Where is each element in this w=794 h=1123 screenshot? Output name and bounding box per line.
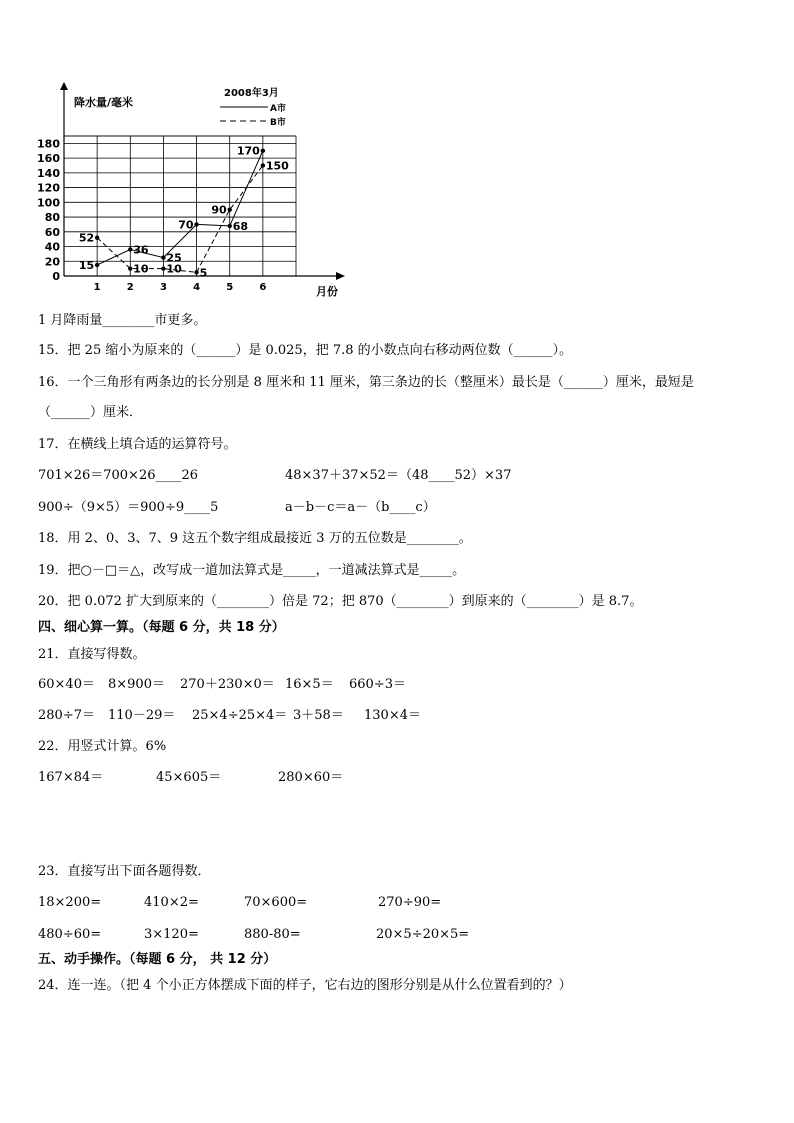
y-tick-label: 120 (37, 181, 60, 195)
data-point (95, 263, 99, 267)
x-tick-label: 2 (126, 282, 134, 293)
x-tick-label: 1 (93, 282, 101, 293)
data-point (194, 222, 198, 226)
q17-item-b2: a－b－c＝a－（b____c） (285, 500, 436, 515)
x-tick-labels (94, 282, 267, 293)
data-label: 68 (232, 219, 249, 233)
y-tick-labels (37, 137, 60, 283)
x-axis-arrow (336, 272, 345, 280)
question-16-line2: （______）厘米． (38, 405, 143, 420)
data-point (95, 235, 99, 239)
data-point (128, 266, 132, 270)
series-line-a (97, 151, 263, 265)
q22-item: 167×84＝ (38, 770, 104, 785)
question-17: 17．在横线上填合适的运算符号。 (38, 437, 237, 452)
q21-item: 8×900＝ (108, 677, 165, 692)
data-label: 70 (178, 218, 194, 232)
legend-label-a: A市 (270, 104, 286, 114)
data-point (261, 163, 265, 167)
q21-item: 130×4＝ (364, 708, 421, 723)
data-point (194, 270, 198, 274)
x-tick-label: 6 (259, 282, 267, 293)
x-tick-label: 4 (193, 282, 201, 293)
q23-item: 18×200= (38, 895, 102, 910)
q23-item: 270÷90= (378, 895, 442, 910)
question-22: 22．用竖式计算。6% (38, 739, 167, 754)
data-point (161, 266, 165, 270)
data-point (261, 149, 265, 153)
y-tick-label: 40 (44, 240, 60, 254)
data-label: 170 (236, 144, 260, 158)
y-tick-label: 0 (52, 270, 60, 283)
q21-item: 660÷3＝ (349, 677, 406, 692)
q17-item-a2: 48×37＋37×52＝（48____52）×37 (285, 468, 512, 483)
chart-axes (60, 82, 345, 280)
q21-item: 280÷7＝ (38, 708, 95, 723)
question-23: 23．直接写出下面各题得数． (38, 864, 211, 879)
q23-item: 410×2= (144, 895, 199, 910)
data-label: 90 (211, 203, 227, 217)
q21-item: 3＋58＝ (293, 708, 344, 723)
data-label: 10 (166, 262, 182, 276)
question-19: 19．把○－□＝△，改写成一道加法算式是_____，一道减法算式是_____。 (38, 563, 466, 578)
q23-item: 3×120= (144, 927, 199, 942)
q23-item: 480÷60= (38, 927, 102, 942)
y-tick-label: 80 (44, 211, 60, 225)
question-24: 24．连一连。（把 4 个小正方体摆成下面的样子，它右边的图形分别是从什么位置看到的？） (38, 978, 572, 993)
q21-item: 270＋230×0＝ (180, 677, 275, 692)
data-label: 15 (78, 258, 95, 272)
legend-label-b: B市 (270, 118, 286, 128)
question-21: 21．直接写得数。 (38, 647, 146, 662)
q22-item: 280×60＝ (278, 770, 344, 785)
q14-tail: 1 月降雨量________市更多。 (38, 313, 207, 328)
y-axis-label: 降水量/毫米 (74, 96, 134, 109)
y-tick-label: 20 (44, 255, 60, 269)
x-tick-label: 3 (159, 282, 167, 293)
data-label: 150 (265, 159, 289, 173)
question-18: 18．用 2、0、3、7、9 这五个数字组成最接近 3 万的五位数是________。 (38, 531, 472, 546)
data-label: 10 (133, 262, 149, 276)
section-4-heading: 四、细心算一算。（每题 6 分，共 18 分） (38, 620, 285, 635)
q21-item: 25×4÷25×4＝ (192, 708, 288, 723)
q21-item: 16×5＝ (285, 677, 334, 692)
y-tick-label: 160 (37, 152, 60, 166)
y-tick-label: 140 (37, 166, 60, 180)
x-tick-label: 5 (226, 282, 234, 293)
q23-item: 20×5÷20×5= (376, 927, 470, 942)
y-tick-label: 180 (37, 137, 60, 151)
q23-item: 880-80= (244, 927, 301, 942)
y-axis-arrow (60, 82, 68, 90)
q21-item: 60×40＝ (38, 677, 95, 692)
y-tick-label: 100 (37, 196, 60, 210)
question-20: 20．把 0.072 扩大到原来的（________）倍是 72；把 870（________）到原来的（________）是 8.7。 (38, 594, 643, 609)
q21-item: 110－29＝ (108, 708, 176, 723)
data-label: 5 (199, 266, 208, 280)
data-point (228, 207, 232, 211)
q23-item: 70×600= (244, 895, 308, 910)
question-16-line1: 16．一个三角形有两条边的长分别是 8 厘米和 11 厘米，第三条边的长（整厘米）最长是（______）厘米，最短是 (38, 375, 694, 390)
chart-title: 2008年3月 (224, 88, 279, 99)
q17-item-a1: 701×26＝700×26____26 (38, 468, 199, 483)
x-axis-label: 月份 (316, 285, 338, 298)
data-label: 52 (78, 231, 95, 245)
section-5-heading: 五、动手操作。（每题 6 分， 共 12 分） (38, 952, 277, 967)
y-tick-label: 60 (44, 225, 60, 239)
data-point (161, 255, 165, 259)
question-15: 15．把 25 缩小为原来的（______）是 0.025，把 7.8 的小数点向右移动两位数（______）。 (38, 343, 573, 358)
data-label: 25 (166, 251, 182, 265)
data-point (228, 224, 232, 228)
q17-item-b1: 900÷（9×5）＝900÷9____5 (38, 500, 219, 515)
rainfall-line-chart (36, 80, 356, 300)
data-point (128, 247, 132, 251)
q22-item: 45×605＝ (156, 770, 222, 785)
data-label: 36 (133, 243, 149, 257)
